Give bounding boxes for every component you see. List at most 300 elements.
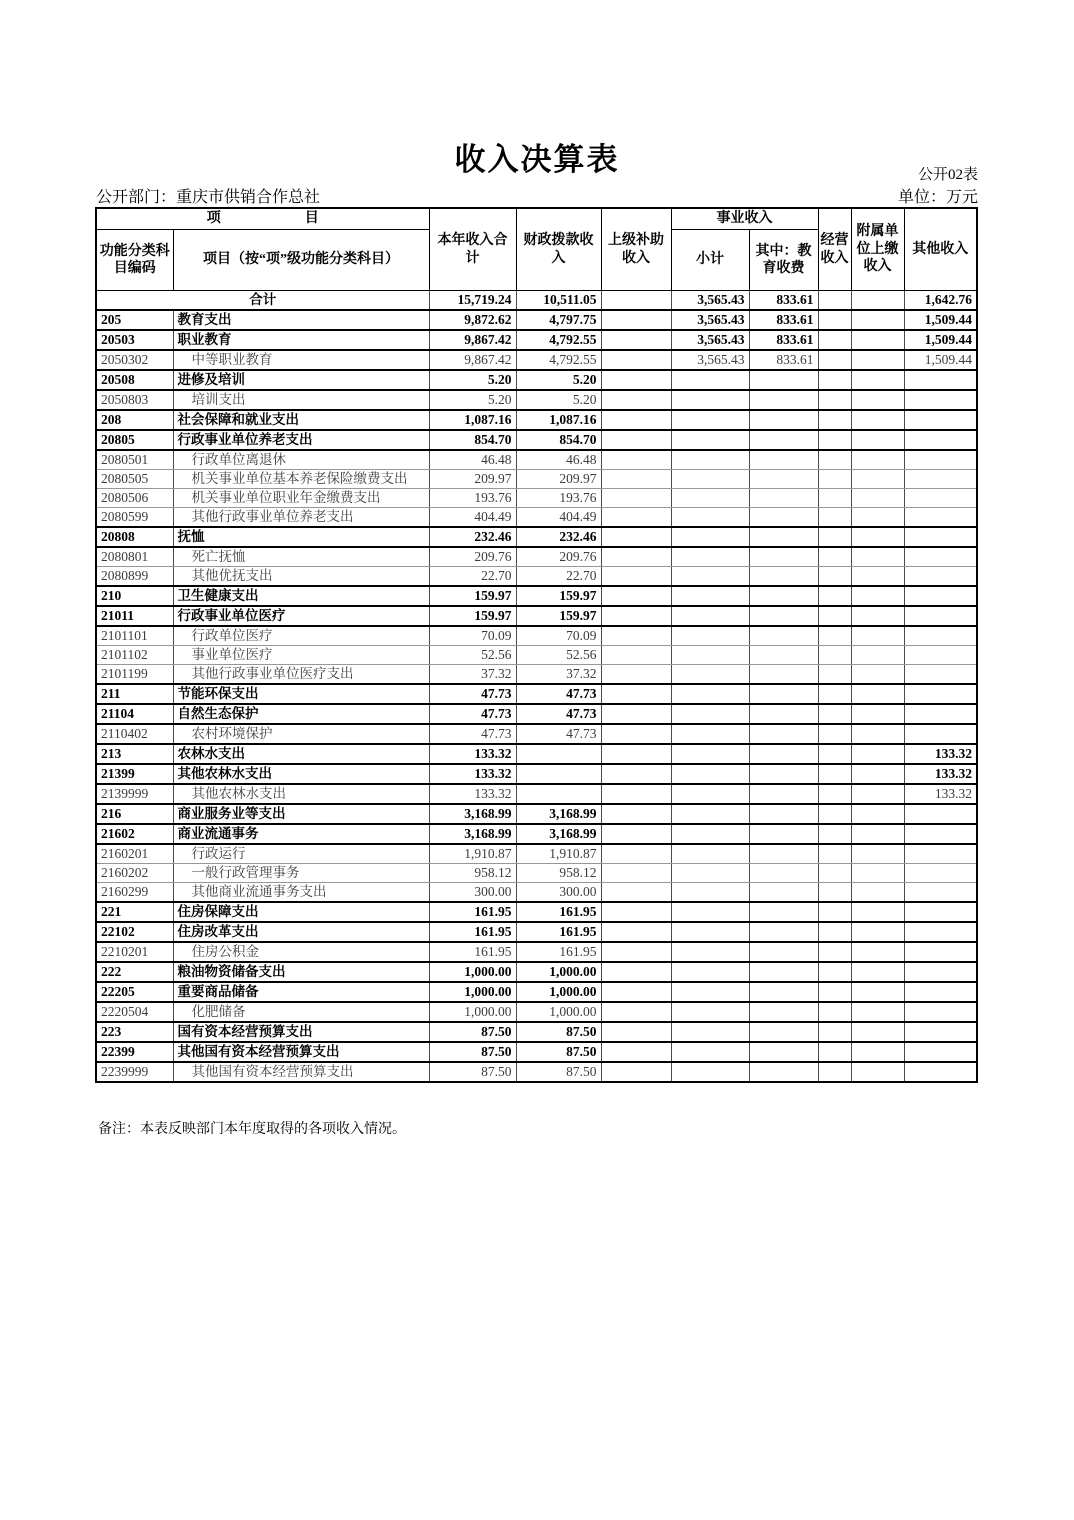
- row-name: 住房改革支出: [173, 922, 429, 942]
- table-row: [96, 784, 977, 804]
- row-name: 农村环境保护: [173, 724, 429, 744]
- row-code: 222: [96, 962, 173, 982]
- header-affiliated-remittance: 附属单位上缴收入: [851, 208, 904, 291]
- row-code: 21602: [96, 824, 173, 844]
- row-value: [671, 1062, 749, 1082]
- header-item-group: 项 目: [96, 208, 429, 230]
- row-name: 国有资本经营预算支出: [173, 1022, 429, 1042]
- table-row: [96, 724, 977, 744]
- row-value: [601, 784, 671, 804]
- row-value: 22.70: [516, 567, 601, 587]
- table-row: [96, 310, 977, 330]
- row-value: [671, 684, 749, 704]
- row-value: [749, 942, 818, 962]
- row-value: [851, 470, 904, 489]
- row-value: [671, 1022, 749, 1042]
- row-name: 商业流通事务: [173, 824, 429, 844]
- table-row: [96, 626, 977, 646]
- row-code: 20805: [96, 430, 173, 450]
- table-row: [96, 1002, 977, 1022]
- row-value: [904, 450, 977, 470]
- row-value: [818, 962, 851, 982]
- table-row: [96, 1042, 977, 1062]
- row-name: 卫生健康支出: [173, 586, 429, 606]
- row-value: [818, 646, 851, 665]
- table-row: [96, 684, 977, 704]
- row-value: 1,087.16: [429, 410, 516, 430]
- row-value: [749, 665, 818, 685]
- row-value: [851, 567, 904, 587]
- row-value: [601, 922, 671, 942]
- row-code: 2080501: [96, 450, 173, 470]
- table-row: [96, 470, 977, 489]
- row-value: [818, 390, 851, 410]
- row-value: [601, 962, 671, 982]
- row-value: 161.95: [429, 922, 516, 942]
- row-value: 70.09: [516, 626, 601, 646]
- row-code: 221: [96, 902, 173, 922]
- row-value: [818, 567, 851, 587]
- row-name: 自然生态保护: [173, 704, 429, 724]
- row-value: [671, 784, 749, 804]
- row-value: 1,910.87: [516, 844, 601, 864]
- row-value: [904, 646, 977, 665]
- row-value: [818, 330, 851, 350]
- row-value: 1,910.87: [429, 844, 516, 864]
- row-value: [818, 982, 851, 1002]
- row-value: [818, 684, 851, 704]
- table-row: [96, 764, 977, 784]
- row-value: 9,867.42: [429, 330, 516, 350]
- row-value: [671, 430, 749, 450]
- row-value: 1,000.00: [429, 962, 516, 982]
- row-value: [601, 1022, 671, 1042]
- table-row: [96, 567, 977, 587]
- row-code: 210: [96, 586, 173, 606]
- row-value: [818, 824, 851, 844]
- row-value: [601, 410, 671, 430]
- row-value: 1,509.44: [904, 330, 977, 350]
- header-fiscal-appropriation: 财政拨款收入: [516, 208, 601, 291]
- row-name: 住房公积金: [173, 942, 429, 962]
- row-value: 1,642.76: [904, 291, 977, 311]
- row-value: [601, 489, 671, 508]
- row-value: [671, 547, 749, 567]
- row-value: [671, 844, 749, 864]
- row-value: [851, 508, 904, 528]
- row-value: [851, 684, 904, 704]
- row-name: 化肥储备: [173, 1002, 429, 1022]
- row-value: [601, 626, 671, 646]
- row-value: 70.09: [429, 626, 516, 646]
- row-value: [601, 606, 671, 626]
- row-value: [851, 942, 904, 962]
- table-row: [96, 430, 977, 450]
- row-value: 958.12: [429, 864, 516, 883]
- row-value: [749, 982, 818, 1002]
- row-name: 重要商品储备: [173, 982, 429, 1002]
- row-value: [904, 922, 977, 942]
- row-name: 机关事业单位基本养老保险缴费支出: [173, 470, 429, 489]
- row-value: [671, 665, 749, 685]
- row-value: [671, 922, 749, 942]
- row-value: [601, 902, 671, 922]
- row-value: [749, 744, 818, 764]
- row-code: 2101199: [96, 665, 173, 685]
- row-name: 社会保障和就业支出: [173, 410, 429, 430]
- row-value: [671, 942, 749, 962]
- row-value: [818, 883, 851, 903]
- table-row: [96, 330, 977, 350]
- row-value: 159.97: [516, 586, 601, 606]
- row-code: 21011: [96, 606, 173, 626]
- row-name: 培训支出: [173, 390, 429, 410]
- row-code: 2160299: [96, 883, 173, 903]
- row-value: 854.70: [429, 430, 516, 450]
- row-code: 208: [96, 410, 173, 430]
- row-code: 211: [96, 684, 173, 704]
- row-name: 其他优抚支出: [173, 567, 429, 587]
- row-value: [851, 922, 904, 942]
- row-code: 2080506: [96, 489, 173, 508]
- row-value: [818, 470, 851, 489]
- row-name: 行政事业单位医疗: [173, 606, 429, 626]
- row-value: 4,797.75: [516, 310, 601, 330]
- row-code: 2080505: [96, 470, 173, 489]
- row-value: [749, 1002, 818, 1022]
- row-value: [671, 508, 749, 528]
- row-value: [851, 982, 904, 1002]
- row-value: 161.95: [516, 942, 601, 962]
- row-value: [904, 804, 977, 824]
- row-value: [601, 547, 671, 567]
- row-value: 133.32: [904, 744, 977, 764]
- row-name: 行政运行: [173, 844, 429, 864]
- row-value: [851, 804, 904, 824]
- row-name: 其他农林水支出: [173, 784, 429, 804]
- row-value: [904, 586, 977, 606]
- row-value: [749, 508, 818, 528]
- row-value: [851, 606, 904, 626]
- row-value: [818, 450, 851, 470]
- footnote: 备注：本表反映部门本年度取得的各项收入情况。: [98, 1122, 406, 1137]
- row-value: 1,000.00: [516, 982, 601, 1002]
- row-value: [818, 665, 851, 685]
- row-value: [601, 310, 671, 330]
- row-value: 133.32: [429, 784, 516, 804]
- row-value: 3,565.43: [671, 291, 749, 311]
- row-value: 1,087.16: [516, 410, 601, 430]
- row-value: [851, 350, 904, 370]
- table-row: [96, 1022, 977, 1042]
- row-value: [851, 547, 904, 567]
- row-value: [601, 646, 671, 665]
- row-value: [671, 646, 749, 665]
- row-value: [818, 1022, 851, 1042]
- row-value: 161.95: [516, 902, 601, 922]
- row-value: [818, 291, 851, 311]
- row-value: [904, 370, 977, 390]
- row-value: 133.32: [904, 764, 977, 784]
- row-value: [904, 410, 977, 430]
- row-value: [851, 330, 904, 350]
- row-code: 2050302: [96, 350, 173, 370]
- row-value: [851, 390, 904, 410]
- row-value: 46.48: [429, 450, 516, 470]
- row-value: 47.73: [429, 724, 516, 744]
- table-row: [96, 450, 977, 470]
- row-value: [671, 804, 749, 824]
- row-value: [818, 704, 851, 724]
- row-value: [904, 704, 977, 724]
- row-code: 21399: [96, 764, 173, 784]
- row-value: [671, 450, 749, 470]
- row-name: 商业服务业等支出: [173, 804, 429, 824]
- row-value: [818, 527, 851, 547]
- row-value: [851, 744, 904, 764]
- row-value: [818, 410, 851, 430]
- row-value: [749, 684, 818, 704]
- row-value: 404.49: [516, 508, 601, 528]
- row-name: 其他行政事业单位养老支出: [173, 508, 429, 528]
- row-code: 2220504: [96, 1002, 173, 1022]
- row-value: [671, 883, 749, 903]
- row-value: 833.61: [749, 310, 818, 330]
- row-value: [851, 527, 904, 547]
- row-value: [851, 1022, 904, 1042]
- row-code: 2080599: [96, 508, 173, 528]
- row-value: [851, 291, 904, 311]
- row-value: [851, 902, 904, 922]
- header-subtotal: 小计: [671, 230, 749, 291]
- row-value: 10,511.05: [516, 291, 601, 311]
- row-value: 3,168.99: [516, 824, 601, 844]
- row-code: 2139999: [96, 784, 173, 804]
- row-value: [851, 1002, 904, 1022]
- row-value: [601, 1002, 671, 1022]
- row-value: [851, 824, 904, 844]
- row-value: [749, 390, 818, 410]
- row-value: 15,719.24: [429, 291, 516, 311]
- row-value: [601, 291, 671, 311]
- row-value: 5.20: [516, 370, 601, 390]
- table-row: [96, 744, 977, 764]
- row-value: 159.97: [429, 606, 516, 626]
- table-row: [96, 508, 977, 528]
- row-value: [671, 764, 749, 784]
- row-value: 159.97: [429, 586, 516, 606]
- row-value: [818, 804, 851, 824]
- row-value: [671, 489, 749, 508]
- row-value: [749, 1042, 818, 1062]
- row-value: 133.32: [904, 784, 977, 804]
- row-value: 87.50: [516, 1022, 601, 1042]
- table-row: [96, 704, 977, 724]
- row-value: [749, 1062, 818, 1082]
- row-value: [749, 606, 818, 626]
- row-name: 教育支出: [173, 310, 429, 330]
- row-name: 一般行政管理事务: [173, 864, 429, 883]
- row-value: 87.50: [429, 1042, 516, 1062]
- row-value: [904, 626, 977, 646]
- row-name: 其他商业流通事务支出: [173, 883, 429, 903]
- row-code: 2101102: [96, 646, 173, 665]
- row-value: [749, 646, 818, 665]
- table-row: [96, 982, 977, 1002]
- row-name: 机关事业单位职业年金缴费支出: [173, 489, 429, 508]
- row-value: 87.50: [429, 1022, 516, 1042]
- row-value: 47.73: [429, 704, 516, 724]
- row-value: [818, 508, 851, 528]
- row-value: [851, 646, 904, 665]
- row-value: [851, 370, 904, 390]
- row-value: [851, 864, 904, 883]
- row-code: 20808: [96, 527, 173, 547]
- row-value: 193.76: [516, 489, 601, 508]
- row-value: 854.70: [516, 430, 601, 450]
- row-name: 行政单位医疗: [173, 626, 429, 646]
- row-value: [671, 982, 749, 1002]
- row-value: [904, 606, 977, 626]
- row-value: 1,509.44: [904, 350, 977, 370]
- row-name: 节能环保支出: [173, 684, 429, 704]
- row-value: 47.73: [516, 684, 601, 704]
- row-code: 2110402: [96, 724, 173, 744]
- row-value: 161.95: [429, 942, 516, 962]
- row-value: 3,565.43: [671, 310, 749, 330]
- row-value: [601, 350, 671, 370]
- row-value: 300.00: [516, 883, 601, 903]
- row-value: [818, 942, 851, 962]
- row-value: [818, 626, 851, 646]
- row-value: [851, 450, 904, 470]
- row-value: 4,792.55: [516, 350, 601, 370]
- row-value: 193.76: [429, 489, 516, 508]
- row-value: [671, 962, 749, 982]
- row-name: 进修及培训: [173, 370, 429, 390]
- row-value: 232.46: [516, 527, 601, 547]
- row-value: [749, 527, 818, 547]
- header-annual-income-total: 本年收入合计: [429, 208, 516, 291]
- row-value: 209.97: [429, 470, 516, 489]
- row-value: [601, 942, 671, 962]
- row-value: [904, 1022, 977, 1042]
- row-name: 粮油物资储备支出: [173, 962, 429, 982]
- row-value: [671, 864, 749, 883]
- row-value: [516, 764, 601, 784]
- row-value: [671, 744, 749, 764]
- row-value: [904, 390, 977, 410]
- row-value: 161.95: [516, 922, 601, 942]
- row-value: 3,565.43: [671, 330, 749, 350]
- table-row: [96, 646, 977, 665]
- row-value: 232.46: [429, 527, 516, 547]
- row-name: 其他农林水支出: [173, 764, 429, 784]
- row-value: [749, 902, 818, 922]
- row-code: 20503: [96, 330, 173, 350]
- header-item-name: 项目（按“项”级功能分类科目）: [173, 230, 429, 291]
- row-value: 159.97: [516, 606, 601, 626]
- row-value: [818, 1002, 851, 1022]
- row-value: [671, 704, 749, 724]
- row-value: [601, 704, 671, 724]
- row-value: [904, 942, 977, 962]
- row-value: [818, 724, 851, 744]
- table-row: [96, 883, 977, 903]
- row-value: 1,000.00: [516, 1002, 601, 1022]
- row-value: [851, 724, 904, 744]
- row-value: [601, 824, 671, 844]
- row-value: [749, 922, 818, 942]
- row-value: 5.20: [516, 390, 601, 410]
- row-value: [851, 1042, 904, 1062]
- row-value: [904, 665, 977, 685]
- row-value: [749, 567, 818, 587]
- row-value: 46.48: [516, 450, 601, 470]
- unit-label: 单位：万元: [897, 189, 978, 206]
- row-value: [601, 883, 671, 903]
- row-value: [749, 844, 818, 864]
- table-row: [96, 1062, 977, 1082]
- row-code: 213: [96, 744, 173, 764]
- row-value: [749, 626, 818, 646]
- row-value: [601, 430, 671, 450]
- row-name: 合计: [96, 291, 429, 311]
- row-value: 37.32: [429, 665, 516, 685]
- row-value: 1,000.00: [429, 982, 516, 1002]
- row-value: 209.76: [429, 547, 516, 567]
- row-value: [851, 883, 904, 903]
- row-value: 209.97: [516, 470, 601, 489]
- row-value: 9,867.42: [429, 350, 516, 370]
- table-row: [96, 665, 977, 685]
- row-value: [601, 390, 671, 410]
- row-code: 2080801: [96, 547, 173, 567]
- income-final-accounts-table: [95, 207, 978, 1083]
- row-value: [749, 962, 818, 982]
- row-value: [671, 527, 749, 547]
- row-code: 2239999: [96, 1062, 173, 1082]
- row-value: [516, 744, 601, 764]
- row-value: [851, 665, 904, 685]
- table-row: [96, 350, 977, 370]
- row-value: [904, 430, 977, 450]
- row-value: 1,509.44: [904, 310, 977, 330]
- row-code: 2080899: [96, 567, 173, 587]
- row-value: [601, 684, 671, 704]
- row-value: [601, 804, 671, 824]
- row-value: 833.61: [749, 291, 818, 311]
- row-value: [904, 547, 977, 567]
- row-value: [818, 606, 851, 626]
- row-value: [671, 724, 749, 744]
- row-name: 行政单位离退休: [173, 450, 429, 470]
- row-value: [601, 527, 671, 547]
- row-name: 中等职业教育: [173, 350, 429, 370]
- header-other-income: 其他收入: [904, 208, 977, 291]
- row-value: [818, 844, 851, 864]
- table-header: [96, 208, 977, 291]
- page-title: 收入决算表: [454, 142, 620, 177]
- row-value: [851, 489, 904, 508]
- header-business-income-group: 事业收入: [671, 208, 818, 230]
- table-row: [96, 844, 977, 864]
- row-value: [749, 883, 818, 903]
- row-value: [749, 784, 818, 804]
- row-value: [904, 1042, 977, 1062]
- row-value: [601, 370, 671, 390]
- row-value: [818, 489, 851, 508]
